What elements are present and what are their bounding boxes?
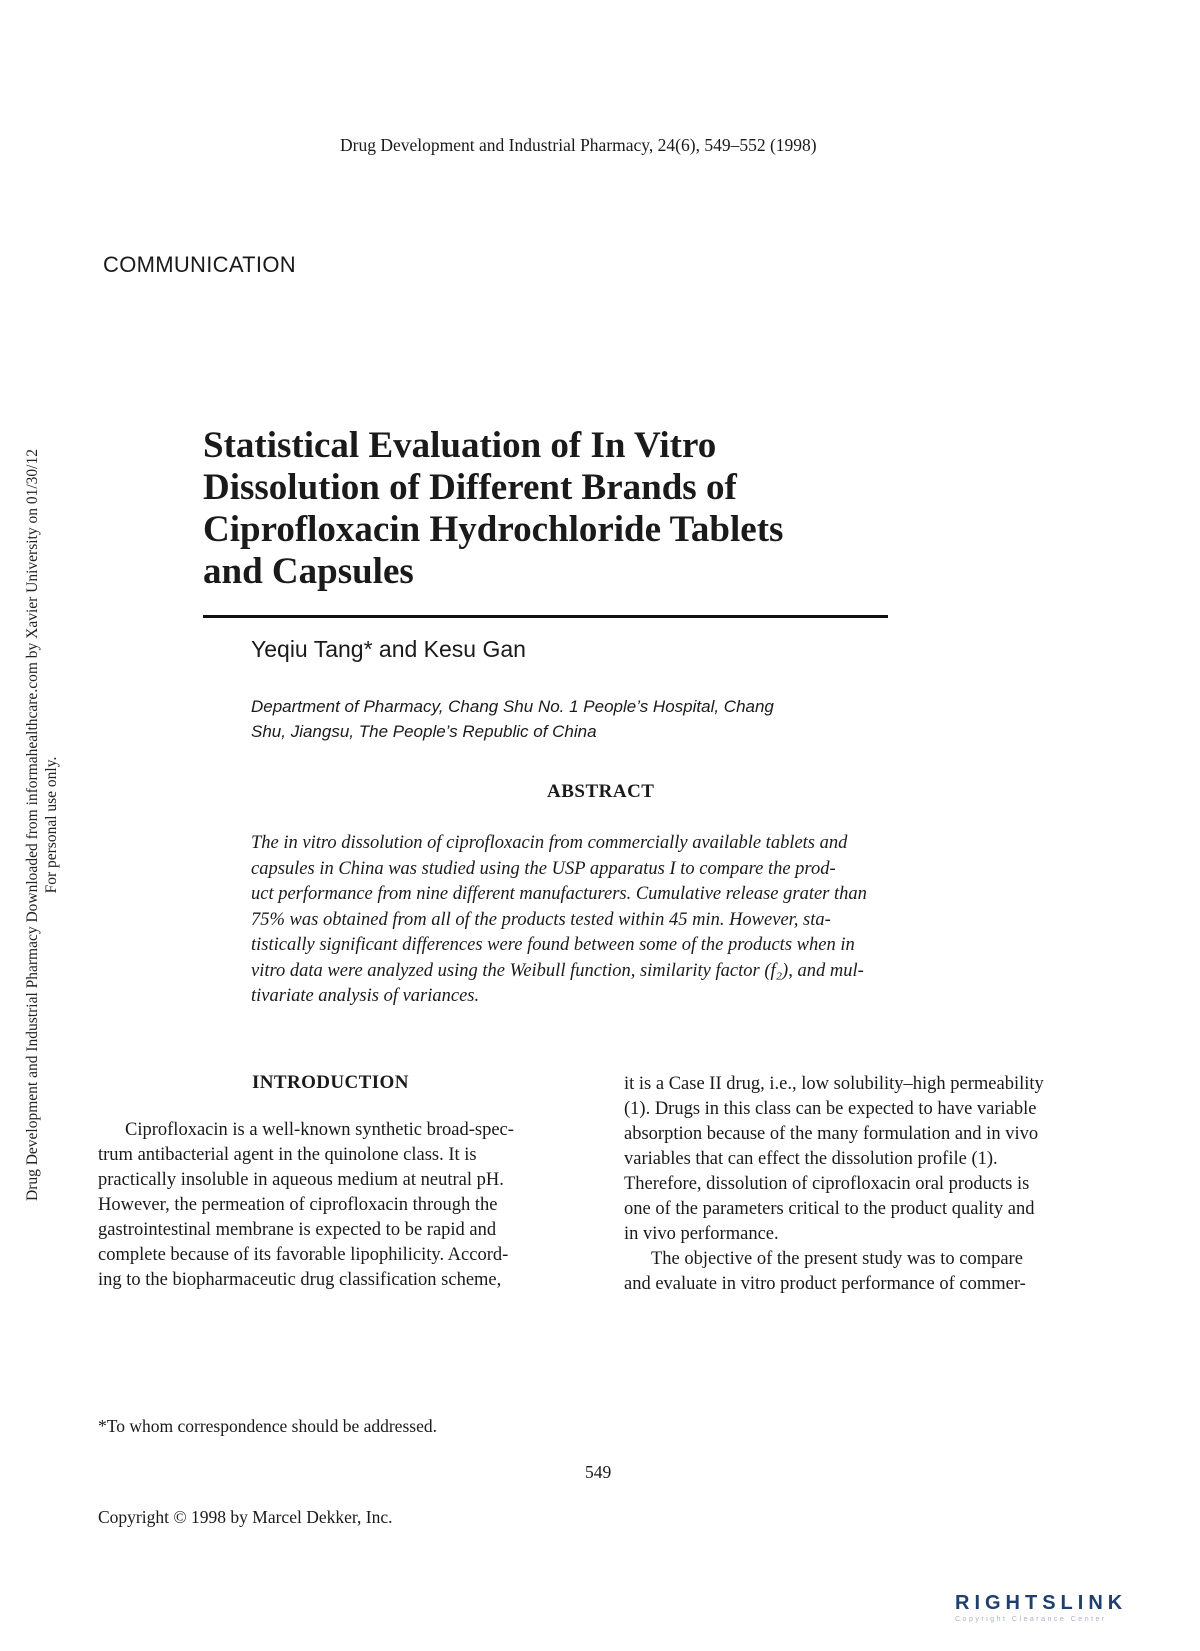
body-line: However, the permeation of ciprofloxacin through the [98, 1195, 498, 1215]
title-line: Dissolution of Different Brands of [203, 467, 737, 508]
body-line: Therefore, dissolution of ciprofloxacin oral products is [624, 1174, 1030, 1194]
page-number: 549 [585, 1462, 612, 1482]
body-line: variables that can effect the dissolution profile (1). [624, 1149, 998, 1169]
body-line: and evaluate in vitro product performance of commer- [624, 1274, 1026, 1294]
body-line: ing to the biopharmaceutic drug classification scheme, [98, 1270, 502, 1290]
authors: Yeqiu Tang* and Kesu Gan [251, 636, 526, 662]
body-line: gastrointestinal membrane is expected to be rapid and [98, 1220, 497, 1240]
affiliation-line: Department of Pharmacy, Chang Shu No. 1 People’s Hospital, Chang [251, 697, 774, 716]
body-line: The objective of the present study was to compare [651, 1249, 1023, 1269]
body-line: in vivo performance. [624, 1224, 779, 1244]
body-line: complete because of its favorable lipophilicity. Accord- [98, 1245, 509, 1265]
section-label: COMMUNICATION [103, 252, 296, 277]
paper-title [203, 425, 923, 593]
title-line: Ciprofloxacin Hydrochloride Tablets [203, 509, 784, 550]
introduction-heading: INTRODUCTION [252, 1072, 409, 1093]
abstract-line: capsules in China was studied using the USP apparatus I to compare the prod- [251, 858, 836, 879]
abstract-line: uct performance from nine different manufacturers. Cumulative release grater than [251, 884, 867, 904]
body-line: trum antibacterial agent in the quinolone class. It is [98, 1145, 477, 1165]
title-line: and Capsules [203, 551, 414, 592]
abstract-line: tistically significant differences were found between some of the products when in [251, 935, 855, 955]
abstract-line: tivariate analysis of variances. [251, 986, 480, 1006]
abstract-line: 75% was obtained from all of the products tested within 45 min. However, sta- [251, 909, 831, 930]
affiliation-line: Shu, Jiangsu, The People’s Republic of China [251, 722, 597, 741]
title-divider [203, 615, 888, 618]
rightslink-wordmark: RIGHTSLINK [955, 1592, 1128, 1614]
abstract-line: vitro data were analyzed using the Weibull function, similarity factor (f₂), and mul- [251, 960, 864, 981]
left-column [98, 1118, 576, 1293]
abstract-heading: ABSTRACT [547, 781, 655, 802]
side-watermark [23, 415, 61, 1235]
copyright-notice: Copyright © 1998 by Marcel Dekker, Inc. [98, 1507, 393, 1527]
journal-header: Drug Development and Industrial Pharmacy, 24(6), 549–552 (1998) [340, 135, 817, 155]
rightslink-subtext: Copyright Clearance Center [955, 1616, 1107, 1623]
side-watermark-line: Drug Development and Industrial Pharmacy Downloaded from informahealthcare.com by Xavier University on 01/30/12 [24, 449, 41, 1201]
title-line: Statistical Evaluation of In Vitro [203, 425, 717, 466]
body-line: practically insoluble in aqueous medium at neutral pH. [98, 1170, 504, 1190]
body-line: Ciprofloxacin is a well-known synthetic broad-spec- [125, 1120, 514, 1140]
abstract-body [251, 831, 961, 1010]
body-line: one of the parameters critical to the product quality and [624, 1199, 1035, 1219]
body-line: (1). Drugs in this class can be expected to have variable [624, 1099, 1037, 1119]
abstract-line: The in vitro dissolution of ciprofloxacin from commercially available tablets and [251, 833, 848, 853]
right-column [624, 1072, 1114, 1297]
affiliation [251, 694, 891, 744]
footnote: *To whom correspondence should be addressed. [98, 1416, 437, 1436]
body-line: it is a Case II drug, i.e., low solubility–high permeability [624, 1074, 1044, 1094]
side-watermark-line: For personal use only. [43, 756, 60, 894]
body-line: absorption because of the many formulation and in vivo [624, 1124, 1039, 1144]
rightslink-logo[interactable] [955, 1592, 1165, 1632]
